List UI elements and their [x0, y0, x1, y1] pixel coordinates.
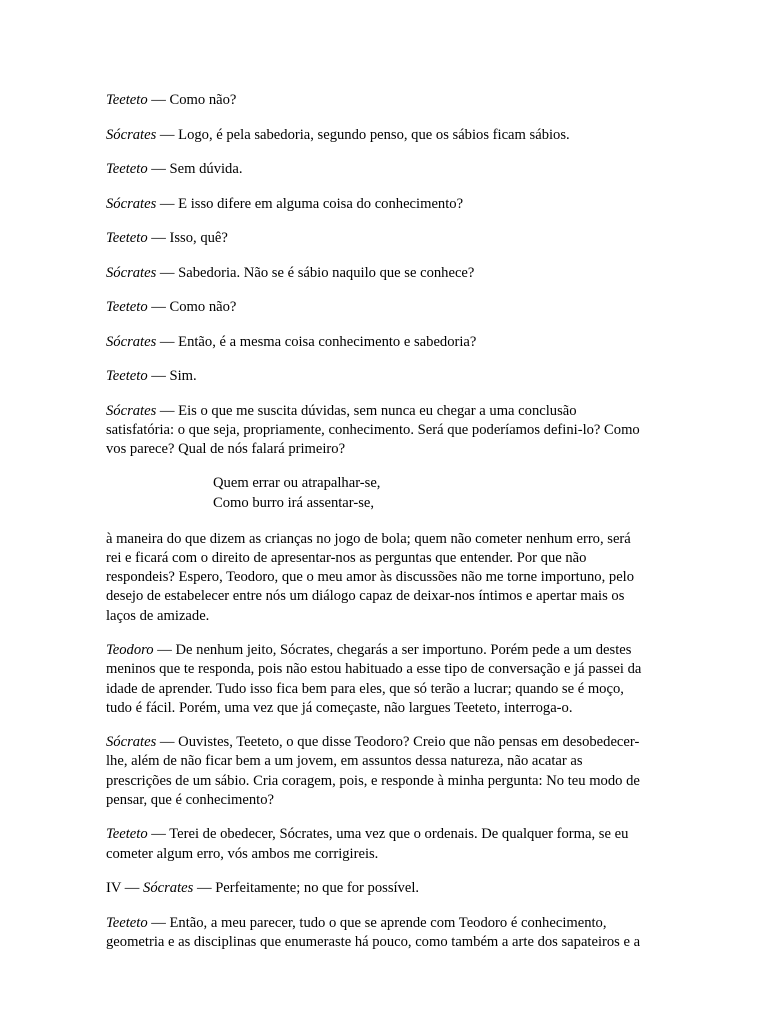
dialogue-text: — Sim.	[147, 368, 197, 384]
speaker-name: Teeteto	[106, 161, 148, 177]
verse-line: Como burro irá assentar-se,	[213, 494, 375, 511]
speaker-name: Teodoro	[106, 642, 154, 659]
dialogue-text: — Isso, quê?	[147, 230, 228, 246]
dialogue-paragraph	[106, 825, 646, 863]
dialogue-paragraph	[106, 914, 646, 952]
dialogue-paragraph	[106, 298, 646, 317]
dialogue-text: — Logo, é pela sabedoria, segundo penso, que os sábios ficam sábios.	[156, 126, 570, 143]
speaker-name: Teeteto	[106, 230, 148, 246]
dialogue-text: — Então, é a mesma coisa conhecimento e sabedoria?	[156, 333, 477, 350]
speaker-name: Sócrates	[106, 402, 157, 419]
dialogue-paragraph	[106, 402, 646, 460]
dialogue-text: — Sabedoria. Não se é sábio naquilo que se conhece?	[156, 264, 475, 281]
speaker-name: Sócrates	[143, 880, 194, 897]
dialogue-paragraph	[106, 126, 646, 145]
speaker-name: Teeteto	[106, 826, 148, 843]
dialogue-text: à maneira do que dizem as crianças no jogo de bola; quem não cometer nenhum erro, será rei e ficará com o direito de apresentar-nos as perguntas que entender. Por que não respondeis? Espero, Teodoro, que o meu amor às discussões não me torne importuno, pelo desejo de estabelecer entre nós um diálogo capaz de deixar-nos íntimos e apertar mais os laços de amizade.	[106, 530, 635, 624]
speaker-name: Teeteto	[106, 368, 148, 384]
dialogue-text: — Ouvistes, Teeteto, o que disse Teodoro? Creio que não pensas em desobedecer-lhe, além de não ficar bem a um jovem, em assuntos dessa natureza, não acatar as prescrições de um sábio. Cria coragem, pois, e responde à minha pergunta: No teu modo de pensar, que é conhecimento?	[106, 734, 640, 808]
dialogue-paragraph	[106, 195, 646, 214]
speaker-name: Sócrates	[106, 195, 157, 212]
dialogue-paragraph	[106, 641, 646, 718]
speaker-name: Sócrates	[106, 333, 157, 350]
section-prefix: IV —	[106, 880, 144, 897]
dialogue-text: — Sem dúvida.	[147, 161, 243, 177]
dialogue-paragraph	[106, 229, 646, 248]
dialogue-text: — Terei de obedecer, Sócrates, uma vez que o ordenais. De qualquer forma, se eu cometer algum erro, vós ambos me corrigireis.	[106, 826, 629, 862]
dialogue-paragraph	[106, 160, 646, 179]
dialogue-text: — Como não?	[147, 92, 237, 108]
speaker-name: Teeteto	[106, 299, 148, 315]
speaker-name: Teeteto	[106, 914, 148, 931]
dialogue-text: — E isso difere em alguma coisa do conhecimento?	[156, 195, 464, 212]
dialogue-text: — Como não?	[147, 299, 237, 315]
dialogue-text: — Perfeitamente; no que for possível.	[193, 880, 420, 897]
document-page	[106, 91, 646, 967]
verse-line: Quem errar ou atrapalhar-se,	[213, 475, 381, 492]
dialogue-text: — De nenhum jeito, Sócrates, chegarás a ser importuno. Porém pede a um destes meninos que te responda, pois não estou habituado a esse tipo de conversação e já passei da idade de aprender. Tudo isso fica bem para eles, que só terão a lucrar; quando se é moço, tudo é fácil. Porém, uma vez que já começaste, não largues Teeteto, interroga-o.	[106, 642, 642, 716]
verse-quote	[213, 474, 646, 512]
speaker-name: Teeteto	[106, 92, 148, 108]
dialogue-text: — Então, a meu parecer, tudo o que se aprende com Teodoro é conhecimento, geometria e as disciplinas que enumeraste há pouco, como também a arte dos sapateiros e a	[106, 914, 641, 950]
dialogue-paragraph	[106, 733, 646, 810]
dialogue-paragraph	[106, 333, 646, 352]
dialogue-paragraph	[106, 367, 646, 386]
dialogue-paragraph	[106, 91, 646, 110]
speaker-name: Sócrates	[106, 126, 157, 143]
dialogue-text: — Eis o que me suscita dúvidas, sem nunca eu chegar a uma conclusão satisfatória: o que seja, propriamente, conhecimento. Será que poderíamos defini-lo? Como vos parece? Qual de nós falará primeiro?	[106, 402, 640, 457]
dialogue-paragraph	[106, 879, 646, 898]
dialogue-paragraph	[106, 264, 646, 283]
dialogue-paragraph	[106, 530, 646, 626]
speaker-name: Sócrates	[106, 734, 157, 751]
speaker-name: Sócrates	[106, 264, 157, 281]
